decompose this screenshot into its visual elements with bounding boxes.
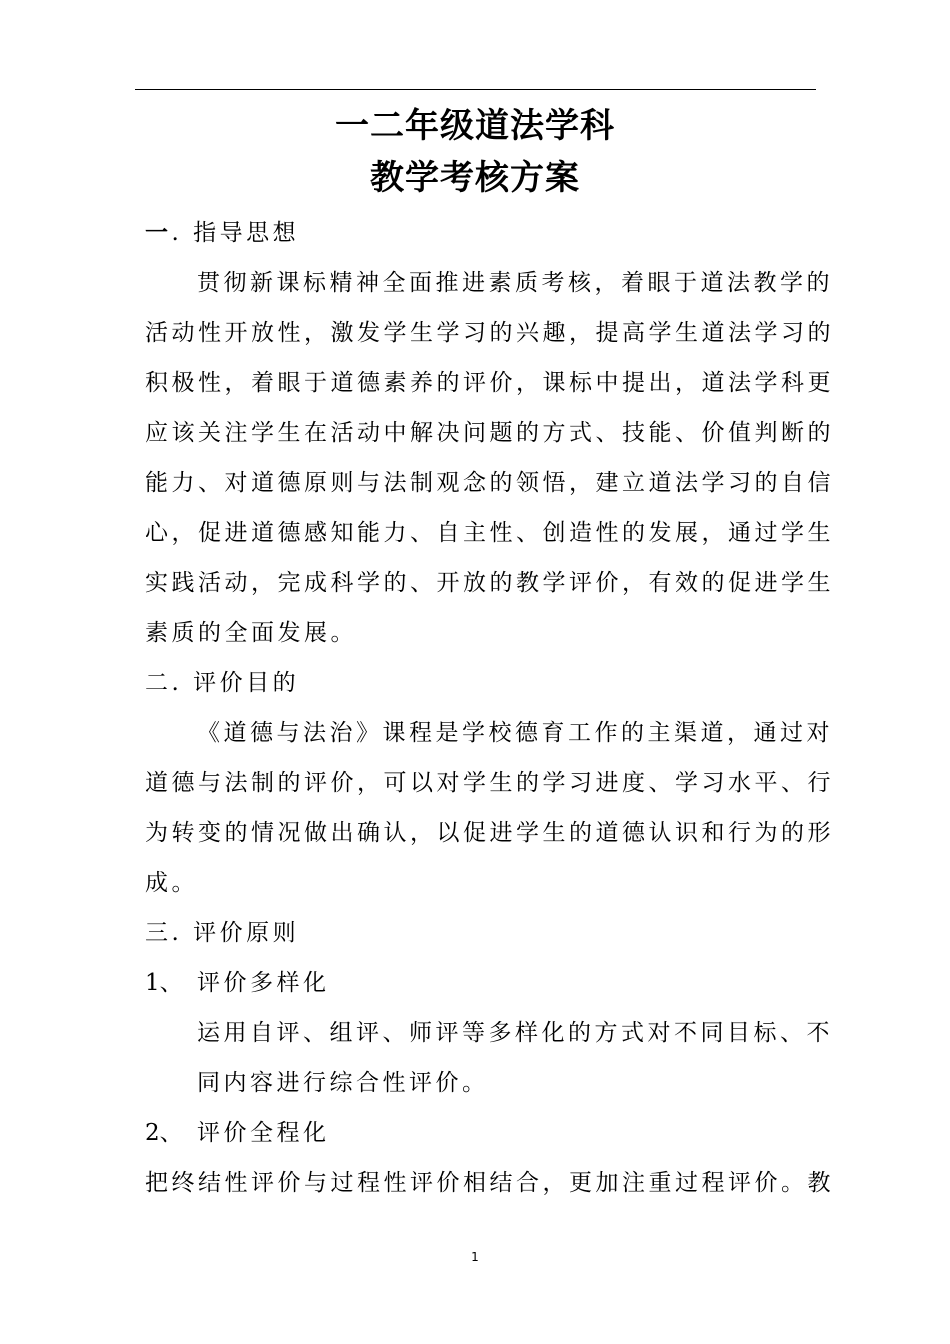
list-item-number: 2、 bbox=[145, 1120, 183, 1146]
paragraph-line: 积极性，着眼于道德素养的评价，课标中提出，道法学科更 bbox=[145, 370, 834, 396]
paragraph-line: 心，促进道德感知能力、自主性、创造性的发展，通过学生 bbox=[145, 520, 834, 546]
section-heading-guiding-thought bbox=[145, 218, 809, 248]
section-heading-evaluation-purpose: 二. 评价目的 bbox=[145, 670, 300, 696]
paragraph-line: 成。 bbox=[145, 870, 198, 896]
page-number: 1 bbox=[471, 1250, 479, 1264]
list-item-number: 1、 bbox=[145, 970, 183, 996]
paragraph-line: 能力、对道德原则与法制观念的领悟，建立道法学习的自信 bbox=[145, 470, 834, 496]
paragraph-line: 贯彻新课标精神全面推进素质考核，着眼于道法教学的 bbox=[197, 270, 833, 296]
paragraph-line: 应该关注学生在活动中解决问题的方式、技能、价值判断的 bbox=[145, 420, 834, 446]
paragraph-line: 活动性开放性，激发学生学习的兴趣，提高学生道法学习的 bbox=[145, 320, 834, 346]
section-heading-label: . 指导思想 bbox=[171, 220, 300, 246]
list-item-heading bbox=[145, 1118, 809, 1148]
list-item-label: 评价全程化 bbox=[197, 1120, 330, 1146]
paragraph-line: 运用自评、组评、师评等多样化的方式对不同目标、不 bbox=[197, 1020, 833, 1046]
paragraph-line: 道德与法制的评价，可以对学生的学习进度、学习水平、行 bbox=[145, 770, 834, 796]
document-title-line1: 一二年级道法学科 bbox=[335, 106, 615, 146]
paragraph-line: 同内容进行综合性评价。 bbox=[197, 1070, 489, 1096]
header-rule bbox=[135, 89, 816, 90]
paragraph-line: 为转变的情况做出确认，以促进学生的道德认识和行为的形 bbox=[145, 820, 834, 846]
paragraph-line: 实践活动，完成科学的、开放的教学评价，有效的促进学生 bbox=[145, 570, 834, 596]
document-title-line2: 教学考核方案 bbox=[370, 158, 580, 198]
list-item-heading bbox=[145, 968, 809, 998]
section-heading-evaluation-principles: 三. 评价原则 bbox=[145, 920, 300, 946]
paragraph-line: 素质的全面发展。 bbox=[145, 620, 357, 646]
paragraph-line: 把终结性评价与过程性评价相结合，更加注重过程评价。教 bbox=[145, 1170, 834, 1196]
list-item-label: 评价多样化 bbox=[197, 970, 330, 996]
paragraph-line: 《道德与法治》课程是学校德育工作的主渠道，通过对 bbox=[197, 720, 833, 746]
section-number: 一 bbox=[145, 220, 172, 246]
